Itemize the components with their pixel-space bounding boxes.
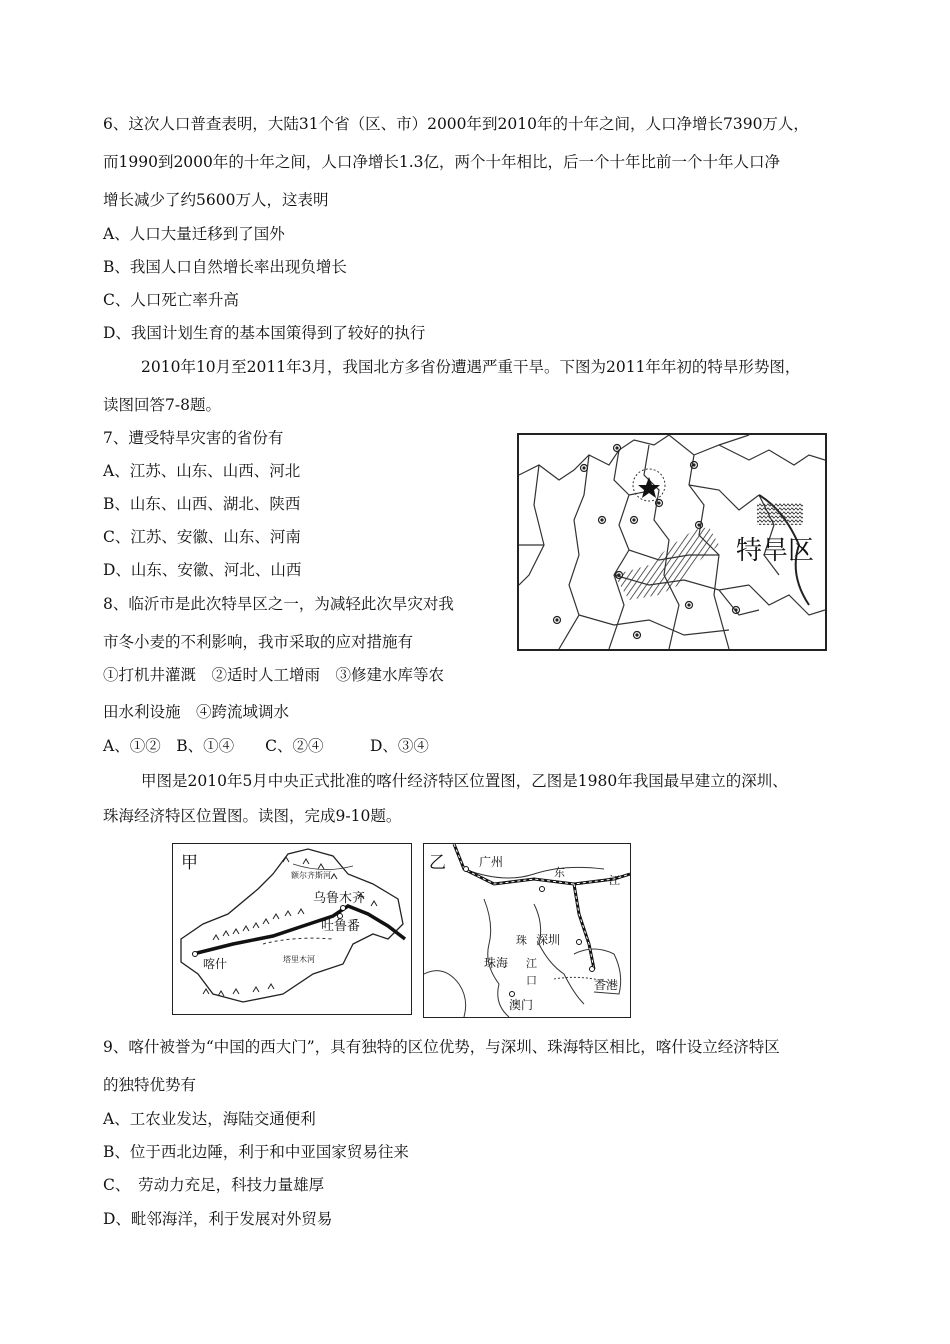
place-hongkong: 香港 — [594, 978, 619, 992]
intro-7-8-line2: 读图回答7-8题。 — [103, 396, 221, 414]
q9-option-d[interactable]: D、毗邻海洋，利于发展对外贸易 — [103, 1210, 333, 1228]
q6-option-a[interactable]: A、人口大量迁移到了国外 — [103, 225, 285, 243]
place-macau: 澳门 — [509, 998, 534, 1012]
q6-option-b[interactable]: B、我国人口自然增长率出现负增长 — [103, 258, 347, 276]
q6-option-d[interactable]: D、我国计划生育的基本国策得到了较好的执行 — [103, 324, 426, 342]
q6-stem-line3: 增长减少了约5600万人，这表明 — [103, 191, 329, 209]
place-jiang-1: 江 — [609, 874, 620, 887]
q9-option-a[interactable]: A、工农业发达，海陆交通便利 — [103, 1110, 316, 1128]
legend-label: 特旱区 — [736, 536, 815, 566]
place-kashgar: 喀什 — [203, 957, 228, 971]
place-turpan: 吐鲁番 — [321, 919, 361, 934]
drought-zone — [614, 527, 719, 600]
place-tarim: 塔里木河 — [283, 955, 315, 964]
place-zhu: 珠 — [516, 934, 527, 947]
q9-stem-line2: 的独特优势有 — [103, 1076, 197, 1094]
place-shenzhen: 深圳 — [536, 933, 561, 947]
map-jia — [172, 843, 412, 1015]
q7-option-a[interactable]: A、江苏、山东、山西、河北 — [103, 462, 301, 480]
q6-stem-line2: 而1990到2000年的十年之间，人口净增长1.3亿，两个十年相比，后一个十年比前一个十年人口净 — [103, 153, 781, 171]
legend-swatch — [757, 503, 803, 525]
q8-stem-line2: 市冬小麦的不利影响，我市采取的应对措施有 — [103, 633, 414, 651]
q7-option-b[interactable]: B、山东、山西、湖北、陕西 — [103, 495, 301, 513]
intro-9-10-line2: 珠海经济特区位置图。读图，完成9-10题。 — [103, 807, 402, 825]
q8-stem-line4: 田水利设施 ④跨流域调水 — [103, 703, 290, 721]
place-kou: 口 — [526, 974, 537, 987]
place-jiang-2: 江 — [526, 957, 537, 970]
q8-options[interactable]: A、①② B、①④ C、②④ D、③④ — [103, 737, 429, 755]
intro-9-10-line1: 甲图是2010年5月中央正式批准的喀什经济特区位置图，乙图是1980年我国最早建立的深圳、 — [141, 772, 788, 790]
tarim-river — [263, 938, 333, 944]
q7-option-c[interactable]: C、江苏、安徽、山东、河南 — [103, 528, 301, 546]
q9-option-b[interactable]: B、位于西北边陲，利于和中亚国家贸易往来 — [103, 1143, 409, 1161]
place-dong: 东 — [554, 866, 565, 879]
drought-map — [517, 433, 827, 651]
place-zhuhai: 珠海 — [484, 956, 509, 970]
place-urumqi: 乌鲁木齐 — [313, 891, 366, 906]
map-jia-label: 甲 — [181, 853, 198, 873]
q8-stem-line3: ①打机井灌溉 ②适时人工增雨 ③修建水库等农 — [103, 666, 445, 684]
capital-star-icon — [638, 477, 660, 498]
q7-option-d[interactable]: D、山东、安徽、河北、山西 — [103, 561, 302, 579]
map-yi-label: 乙 — [429, 853, 446, 873]
q9-stem-line1: 9、喀什被誉为“中国的西大门”，具有独特的区位优势，与深圳、珠海特区相比，喀什设立经济特区 — [103, 1038, 780, 1056]
q6-option-c[interactable]: C、人口死亡率升高 — [103, 291, 239, 309]
place-irtysh: 额尔齐斯河 — [291, 871, 331, 880]
map-yi — [423, 843, 631, 1018]
q8-stem-line1: 8、临沂市是此次特旱区之一，为减轻此次旱灾对我 — [103, 595, 454, 613]
intro-7-8-line1: 2010年10月至2011年3月，我国北方多省份遭遇严重干旱。下图为2011年年初的特旱形势图， — [141, 358, 801, 376]
q7-stem: 7、遭受特旱灾害的省份有 — [103, 429, 284, 447]
place-guangzhou: 广州 — [479, 855, 504, 869]
map-yi-drawing — [424, 844, 630, 1017]
q9-option-c[interactable]: C、 劳动力充足，科技力量雄厚 — [103, 1176, 325, 1194]
q6-stem-line1: 6、这次人口普查表明，大陆31个省（区、市）2000年到2010年的十年之间，人口净增长7390万人， — [103, 115, 809, 133]
map-jia-drawing — [173, 844, 411, 1014]
drought-map-drawing — [519, 435, 825, 649]
